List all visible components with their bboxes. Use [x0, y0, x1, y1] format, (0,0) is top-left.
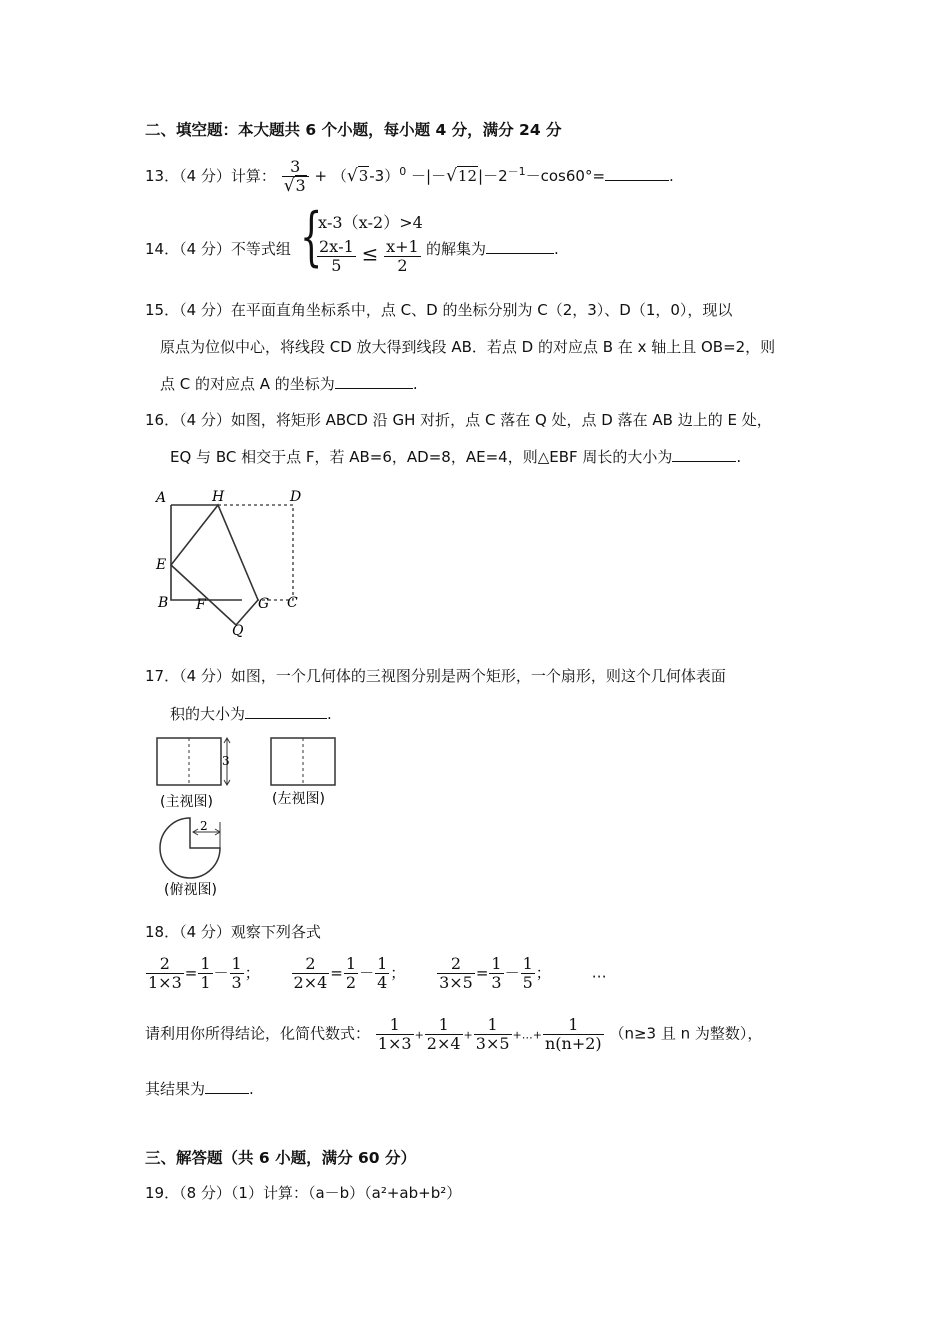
- q13-radicand-2: 12: [457, 167, 478, 186]
- sqrt-icon: √: [346, 166, 358, 187]
- caption-top: (俯视图): [164, 882, 217, 898]
- q16-figure: [150, 485, 320, 645]
- eq1-den: 1×3: [148, 972, 182, 992]
- q14-tail-text: 的解集为: [426, 240, 487, 258]
- eq-sign: =: [330, 963, 343, 982]
- q14-f1-den: 5: [317, 256, 356, 275]
- eq1-a-num: 1: [200, 954, 211, 973]
- caption-left: (左视图): [272, 791, 325, 807]
- rect-dashed: [218, 505, 293, 600]
- q17-line-1: 17．（4 分）如图，一个几何体的三视图分别是两个矩形，一个扇形，则这个几何体表面: [145, 667, 726, 685]
- label-g: G: [258, 596, 270, 612]
- q18-result-line: [145, 1078, 254, 1099]
- eq-sign: =: [475, 963, 489, 982]
- q16-line-1: 16．（4 分）如图，将矩形 ABCD 沿 GH 对折，点 C 落在 Q 处，点 D 落在 AB 边上的 E 处，: [145, 411, 772, 429]
- q14-f1-num: 2x‐1: [319, 237, 354, 256]
- sum2-num: 1: [438, 1015, 449, 1034]
- top-view-sector: [160, 818, 220, 878]
- eq1-b-den: 3: [231, 972, 242, 992]
- label-e: E: [156, 557, 167, 573]
- q13-fraction: [282, 158, 309, 195]
- eq2-b-num: 1: [377, 954, 388, 973]
- dim-3: 3: [222, 754, 230, 768]
- eq1-num: 2: [159, 954, 170, 973]
- q19-text: 19．（8 分）（1）计算：（a－b）（a²+ab+b²）: [145, 1184, 462, 1202]
- q14-f2-num: x+1: [386, 237, 419, 256]
- q18-equations: [145, 955, 607, 991]
- eq3-a-num: 1: [491, 954, 502, 973]
- q15-line-3-text: 点 C 的对应点 A 的坐标为: [160, 375, 335, 393]
- q18-condition: （n≥3 且 n 为整数），: [609, 1024, 763, 1043]
- q16-line-2-text: EQ 与 BC 相交于点 F，若 AB=6，AD=8，AE=4，则△EBF 周长的大小为: [170, 448, 673, 466]
- eq3-b-num: 1: [522, 954, 533, 973]
- brace-icon: {: [300, 200, 323, 274]
- sumn-num: 1: [568, 1015, 579, 1034]
- eq1-b-num: 1: [231, 954, 242, 973]
- q15-line-1: 15．（4 分）在平面直角坐标系中，点 C、D 的坐标分别为 C（2，3）、D（1，0），现以: [145, 301, 733, 319]
- q16-line-2: [170, 446, 741, 467]
- q13-radicand-1: 3: [358, 167, 369, 186]
- plus: +: [463, 1028, 473, 1042]
- sum1-num: 1: [389, 1015, 400, 1034]
- eq3-den: 3×5: [439, 972, 473, 992]
- q14-number: 14．（4 分）不等式组: [145, 240, 291, 258]
- q13-minus3: ‐3）: [369, 167, 400, 186]
- q13-paren: （: [331, 167, 347, 186]
- q17-figure: [150, 730, 350, 905]
- q13-zero-exp: 0: [399, 165, 407, 179]
- q18-end: .: [249, 1080, 254, 1098]
- eq2-a-den: 2: [345, 972, 357, 992]
- semicolon: ；: [390, 963, 406, 982]
- q14-f2-den: 2: [384, 256, 421, 275]
- q16-answer-blank[interactable]: [672, 447, 736, 462]
- q13-answer-blank[interactable]: [605, 166, 669, 181]
- q18-eq-3: [436, 954, 556, 992]
- q14-inequality-2: [316, 238, 422, 274]
- q18-eq-2: [291, 954, 411, 992]
- section-2-title: 二、填空题：本大题共 6 个小题，每小题 4 分，满分 24 分: [145, 121, 562, 139]
- q15-line-2: 原点为位似中心，将线段 CD 放大得到线段 AB．若点 D 的对应点 B 在 x 轴上且 OB=2，则: [160, 338, 776, 356]
- q14-tail: [426, 238, 559, 259]
- sumn-den: n(n+2): [544, 1033, 602, 1053]
- q13-number: 13．（4 分）计算：: [145, 167, 276, 186]
- q13-frac-num: 3: [290, 157, 301, 176]
- q16-end: .: [736, 448, 742, 466]
- semicolon: ；: [535, 963, 551, 982]
- q13-abs: －|－: [411, 167, 447, 186]
- q17-line-2-text: 积的大小为: [170, 705, 246, 723]
- folded-quad: [171, 505, 258, 625]
- q13-end: .: [669, 167, 674, 186]
- minus: －: [213, 963, 229, 982]
- q13-plus: +: [314, 167, 328, 186]
- q15-answer-blank[interactable]: [335, 374, 413, 389]
- eq2-a-num: 1: [345, 954, 357, 973]
- q13-neg-exp: －1: [507, 165, 526, 179]
- q15-line-3: [160, 373, 418, 394]
- sum2-den: 2×4: [426, 1033, 461, 1053]
- sum3-den: 3×5: [475, 1033, 510, 1053]
- q15-end: .: [412, 375, 418, 393]
- dim-2: 2: [200, 819, 208, 833]
- semicolon: ；: [244, 963, 260, 982]
- q18-prompt: 请利用你所得结论，化简代数式：: [145, 1024, 371, 1043]
- eq1-a-den: 1: [200, 972, 211, 992]
- label-h: H: [212, 489, 225, 505]
- label-c: C: [287, 595, 298, 611]
- q13-frac-den: [282, 176, 309, 196]
- label-b: B: [158, 595, 169, 611]
- plus-dots-plus: +…+: [512, 1028, 542, 1042]
- eq2-b-den: 4: [377, 972, 388, 992]
- q13-cos: －cos60°=: [525, 167, 606, 186]
- eq2-num: 2: [305, 954, 316, 973]
- q18-answer-blank[interactable]: [205, 1079, 249, 1094]
- eq3-b-den: 5: [522, 972, 533, 992]
- eq3-a-den: 3: [491, 972, 502, 992]
- sqrt-icon: √: [283, 175, 295, 196]
- label-a: A: [156, 490, 167, 506]
- section-3-title: 三、解答题（共 6 小题，满分 60 分）: [145, 1149, 416, 1167]
- label-d: D: [290, 489, 302, 505]
- q14-answer-blank[interactable]: [486, 239, 554, 254]
- sum1-den: 1×3: [377, 1033, 412, 1053]
- q18-dots: …: [591, 963, 607, 982]
- sqrt-icon: √: [446, 166, 457, 187]
- plus: +: [414, 1028, 424, 1042]
- q18-prompt-line: [145, 1016, 762, 1052]
- eq2-den: 2×4: [293, 972, 328, 992]
- q14-inequality-1: x‐3（x‐2）>4: [318, 213, 423, 232]
- q14-le: ≤: [361, 241, 379, 266]
- label-f: F: [196, 597, 206, 613]
- label-q: Q: [232, 623, 244, 639]
- q17-line-2: [170, 703, 332, 724]
- q18-eq-1: [145, 954, 265, 992]
- q18-result: 其结果为: [145, 1080, 206, 1098]
- q14-end: .: [554, 240, 559, 258]
- caption-front: (主视图): [160, 794, 213, 810]
- minus: －: [504, 963, 520, 982]
- eq3-num: 2: [450, 954, 462, 973]
- q17-answer-blank[interactable]: [245, 704, 327, 719]
- q13-frac-den-radicand: 3: [295, 175, 306, 195]
- minus: －: [359, 963, 375, 982]
- question-13: [145, 158, 674, 195]
- q18-line-1: 18．（4 分）观察下列各式: [145, 923, 321, 941]
- eq-sign: =: [184, 963, 198, 982]
- q13-tail: |－2: [478, 167, 508, 186]
- sum3-num: 1: [487, 1015, 498, 1034]
- q17-end: .: [327, 705, 332, 723]
